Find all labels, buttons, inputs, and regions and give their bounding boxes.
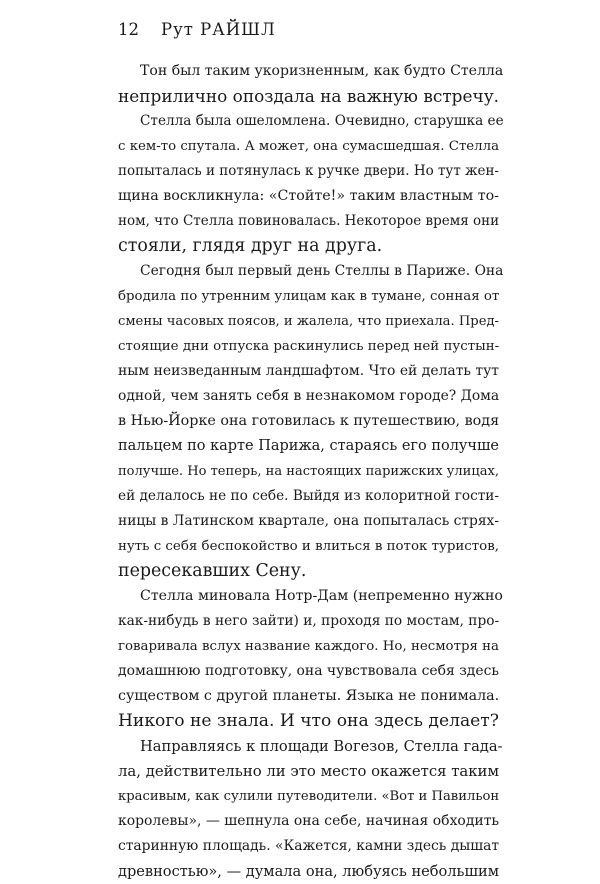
text-line: ным неизведанным ландшафтом. Что ей делать тут bbox=[118, 363, 499, 379]
text-line: домашнюю подготовку, она чувствовала себя здесь bbox=[118, 663, 499, 679]
text-line: пальцем по карте Парижа, стараясь его получше bbox=[118, 438, 499, 454]
page-number: 12 bbox=[118, 20, 139, 39]
text-line: королевы», — шепнула она себе, начиная обходить bbox=[118, 813, 499, 829]
text-line: получше. Но теперь, на настоящих парижских улицах, bbox=[118, 464, 499, 479]
text-line: нуть с себя беспокойство и влиться в поток туристов, bbox=[118, 539, 499, 554]
running-head bbox=[118, 19, 276, 41]
text-line: Никого не знала. И что она здесь делает? bbox=[118, 711, 499, 731]
text-line: Стелла миновала Нотр-Дам (непременно нужно bbox=[140, 588, 503, 604]
text-line: стояли, глядя друг на друга. bbox=[118, 236, 383, 256]
text-line: как-нибудь в него зайти) и, проходя по мостам, про- bbox=[118, 613, 500, 629]
text-line: ном, что Стелла повиновалась. Некоторое время они bbox=[118, 213, 500, 229]
text-line: красивым, как сулили путеводители. «Вот и Павильон bbox=[118, 789, 500, 804]
text-line: смены часовых поясов, и жалела, что приехала. Пред- bbox=[118, 314, 499, 329]
text-line: попыталась и потянулась к ручке двери. Но тут жен- bbox=[118, 163, 499, 179]
text-line: Направляясь к площади Вогезов, Стелла гада- bbox=[140, 738, 503, 755]
text-line: Тон был таким укоризненным, как будто Стелла bbox=[140, 63, 504, 79]
text-line: бродила по утренним улицам как в тумане, сонная от bbox=[118, 289, 500, 304]
text-line: с кем-то спутала. А может, она сумасшедшая. Стелла bbox=[118, 139, 499, 154]
text-line: ей делалось не по себе. Выйдя из колоритной гости- bbox=[118, 488, 499, 504]
text-line: существом с другой планеты. Языка не понимала. bbox=[118, 688, 500, 704]
text-line: в Нью-Йорке она готовилась к путешествию, водя bbox=[118, 413, 500, 429]
text-line: пересекавших Сену. bbox=[118, 561, 307, 581]
text-line: неприлично опоздала на важную встречу. bbox=[118, 86, 500, 106]
text-line: ницы в Латинском квартале, она попыталась стрях- bbox=[118, 513, 499, 529]
text-line: древностью», — думала она, любуясь небольшим bbox=[118, 863, 500, 880]
text-line: Сегодня был первый день Стеллы в Париже. Она bbox=[140, 263, 504, 279]
text-line: Стелла была ошеломлена. Очевидно, старушка ее bbox=[140, 113, 504, 129]
text-line: щина воскликнула: «Стойте!» таким властным то- bbox=[118, 188, 499, 204]
author-name: Рут РАЙШЛ bbox=[161, 20, 276, 39]
text-line: старинную площадь. «Кажется, камни здесь дышат bbox=[118, 838, 499, 854]
text-line: одной, чем занять себя в незнакомом городе? Дома bbox=[118, 388, 500, 404]
text-line: говаривала вслух название каждого. Но, несмотря на bbox=[118, 639, 499, 654]
text-line: стоящие дни отпуска раскинулись перед ней пустын- bbox=[118, 339, 500, 354]
body-text bbox=[118, 59, 504, 884]
text-line: ла, действительно ли это место окажется таким bbox=[118, 762, 499, 780]
